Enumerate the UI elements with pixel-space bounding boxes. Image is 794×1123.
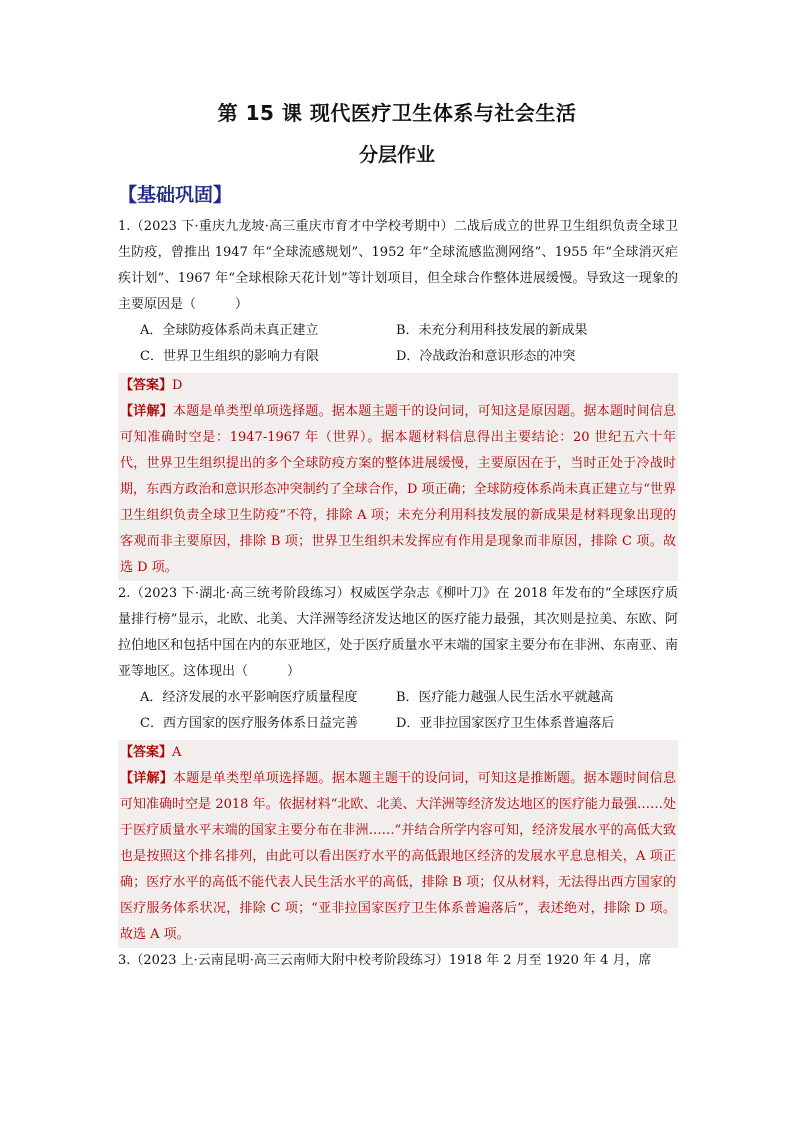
explanation [120,399,676,581]
answer-tag: 【答案】 [120,745,173,760]
answer-tag: 【答案】 [120,378,173,393]
answer-value: A [172,745,182,760]
option-c: C．西方国家的医疗服务体系日益完善 [140,716,358,731]
option-b: B．医疗能力越强人民生活水平就越高 [396,690,614,705]
page-subtitle: 分层作业 [358,144,435,166]
option-list [118,685,678,737]
question-stem: 1.（2023 下·重庆九龙坡·高三重庆市育才中学校考期中）二战后成立的世界卫生组织负责全球卫生防疫，曾推出 1947 年“全球流感规划”、1952 年“全球流感监测网络”、1955 年“全球消灭疟疾计划”、1967 年“全球根除天花计划”等计划项目，但全球合作整体进展缓慢。导致这一现象的主要原因是（ ） [118,219,678,312]
explanation-tag: 【详解】 [120,771,173,786]
explanation-text: 本题是单类型单项选择题。据本题主题干的设问词，可知这是推断题。据本题时间信息可知准确时空是 2018 年。依据材料“北欧、北美、大洋洲等经济发达地区的医疗能力最强……处于医疗质量水平末端的国家主要分布在非洲……”并结合所学内容可知，经济发展水平的高低大致也是按照这个排名排列，由此可以看出医疗水平的高低跟地区经济的发展水平息息相关，A 项正确；医疗水平的高低不能代表人民生活水平的高低，排除 B 项；仅从材料，无法得出西方国家的医疗服务体系状况，排除 C 项；“亚非拉国家医疗卫生体系普遍落后”，表述绝对，排除 D 项。故选 A 项。 [120,771,676,942]
option-a: A．经济发展的水平影响医疗质量程度 [140,690,358,705]
option-list [118,318,678,370]
explanation-tag: 【详解】 [120,404,173,419]
question-list [118,214,678,974]
option-d: D．亚非拉国家医疗卫生体系普遍落后 [396,716,615,731]
option-c: C．世界卫生组织的影响力有限 [140,349,319,364]
answer-line [120,373,676,399]
answer-value: D [172,378,183,393]
answer-box [118,740,678,948]
question-2 [118,581,678,948]
option-b: B．未充分利用科技发展的新成果 [396,323,588,338]
section-heading: 【基础巩固】 [118,184,233,206]
option-a: A．全球防疫体系尚未真正建立 [140,323,319,338]
answer-box [118,373,678,581]
answer-line [120,740,676,766]
explanation-text: 本题是单类型单项选择题。据本题主题干的设问词，可知这是原因题。据本题时间信息可知准确时空是：1947-1967 年（世界）。据本题材料信息得出主要结论：20 世纪五六十年代，世界卫生组织提出的多个全球防疫方案的整体进展缓慢，主要原因在于，当时正处于冷战时期，东西方政治和意识形态冲突制约了全球合作，D 项正确；全球防疫体系尚未真正建立与“世界卫生组织负责全球卫生防疫”不符，排除 A 项；未充分利用科技发展的新成果是材料现象出现的客观而非主要原因，排除 B 项；世界卫生组织未发挥应有作用是现象而非原因，排除 C 项。故选 D 项。 [120,404,676,575]
question-stem: 2.（2023 下·湖北·高三统考阶段练习）权威医学杂志《柳叶刀》在 2018 年发布的“全球医疗质量排行榜”显示，北欧、北美、大洋洲等经济发达地区的医疗能力最强，其次则是拉美、东欧、阿拉伯地区和包括中国在内的东亚地区，处于医疗质量水平末端的国家主要分布在非洲、东南亚、南亚等地区。这体现出（ ） [118,586,678,679]
question-3 [118,948,678,974]
option-d: D．冷战政治和意识形态的冲突 [396,349,576,364]
question-1 [118,214,678,581]
page-title: 第 15 课 现代医疗卫生体系与社会生活 [217,101,577,125]
question-stem: 3.（2023 上·云南昆明·高三云南师大附中校考阶段练习）1918 年 2 月至 1920 年 4 月，席 [118,953,652,968]
explanation [120,766,676,948]
